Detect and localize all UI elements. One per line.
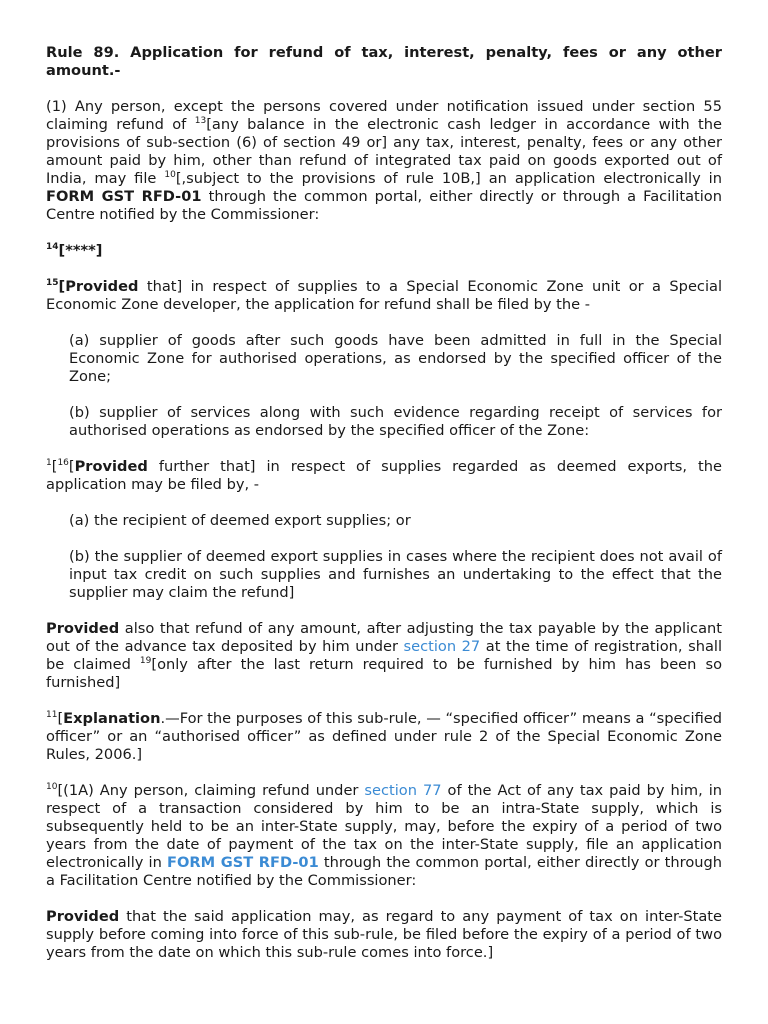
paragraph-final-proviso bbox=[46, 908, 722, 962]
p1-text-d: through the common portal, either directly or through a Facilitation Centre notified by the Commissioner: bbox=[46, 188, 722, 223]
provided-label: [Provided bbox=[58, 278, 139, 295]
p3-text: that] in respect of supplies to a Special Economic Zone unit or a Special Economic Zone developer, the application for refund shall be filed by the - bbox=[46, 278, 722, 313]
p1-text-b: [any balance in the electronic cash ledger in accordance with the provisions of sub-section (6) of section 49 or] any tax, interest, penalty, fees or any other amount paid by him, other than refund of integrated tax paid on goods exported out of India, may file bbox=[46, 116, 723, 187]
paragraph-sub-rule-1 bbox=[46, 98, 722, 224]
footnote-ref-1: 1 bbox=[46, 458, 52, 468]
footnote-ref-16: 16 bbox=[57, 458, 69, 468]
footnote-ref-11: 11 bbox=[46, 710, 58, 720]
footnote-ref-10: 10 bbox=[164, 170, 176, 180]
p11-text-b: of the Act of any tax paid by him, in respect of a transaction considered by him to be an intra-State supply, which is subsequently held to be an inter-State supply, may, before the expiry of a period of two years from the date of payment of the tax on the inter-State supply, file an application electronically in bbox=[46, 782, 722, 871]
footnote-ref-14: 14 bbox=[46, 242, 59, 252]
provided-label: Provided bbox=[74, 458, 148, 475]
explanation-label: Explanation bbox=[63, 710, 161, 727]
provided-label: Provided bbox=[46, 620, 120, 637]
section-77-link[interactable]: section 77 bbox=[364, 782, 442, 799]
form-gst-rfd-01-link[interactable]: FORM GST RFD-01 bbox=[167, 854, 319, 871]
rule-title: Rule 89. Application for refund of tax, interest, penalty, fees or any other amount.- bbox=[46, 44, 722, 79]
paragraph-sez-proviso bbox=[46, 278, 722, 314]
paragraph-sub-rule-1a bbox=[46, 782, 722, 890]
clause-b-supplier: (b) the supplier of deemed export supplies in cases where the recipient does not avail of input tax credit on such supplies and furnishes an undertaking to the effect that the supplier may claim the refund] bbox=[69, 548, 722, 601]
p6-bracket-b: [ bbox=[68, 458, 75, 475]
p9-text-a: also that refund of any amount, after adjusting the tax payable by the applicant out of the advance tax deposited by him under bbox=[46, 620, 722, 655]
section-27-link[interactable]: section 27 bbox=[403, 638, 481, 655]
clause-a-recipient: (a) the recipient of deemed export supplies; or bbox=[69, 512, 411, 529]
p10-bracket: [ bbox=[57, 710, 64, 727]
paragraph-advance-tax-proviso bbox=[46, 620, 722, 692]
p1-text-c: [,subject to the provisions of rule 10B,] an application electronically in bbox=[175, 170, 722, 187]
omitted-text: [****] bbox=[58, 242, 103, 259]
provided-label: Provided bbox=[46, 908, 120, 925]
p6-text: further that] in respect of supplies regarded as deemed exports, the application may be filed by, - bbox=[46, 458, 722, 493]
paragraph-explanation bbox=[46, 710, 722, 764]
footnote-ref-13: 13 bbox=[194, 116, 207, 126]
p6-bracket-a: [ bbox=[51, 458, 58, 475]
p11-text-c: through the common portal, either directly or through a Facilitation Centre notified by the Commissioner: bbox=[46, 854, 723, 889]
form-gst-rfd-01: FORM GST RFD-01 bbox=[46, 188, 202, 205]
paragraph-omitted bbox=[46, 242, 722, 260]
p11-text-a: [(1A) Any person, claiming refund under bbox=[57, 782, 365, 799]
footnote-ref-19: 19 bbox=[139, 656, 152, 666]
p10-text: .—For the purposes of this sub-rule, — “specified officer” means a “specified officer” or an “authorised officer” as defined under rule 2 of the Special Economic Zone Rules, 2006.] bbox=[46, 710, 722, 763]
p12-text: that the said application may, as regard to any payment of tax on inter-State supply before coming into force of this sub-rule, be filed before the expiry of a period of two years from the date on which this sub-rule comes into force.] bbox=[46, 908, 722, 961]
p9-text-b: at the time of registration, shall be claimed bbox=[46, 638, 722, 673]
clause-a-goods: (a) supplier of goods after such goods have been admitted in full in the Special Economic Zone for authorised operations, as endorsed by the specified officer of the Zone; bbox=[69, 332, 722, 385]
footnote-ref-15: 15 bbox=[46, 278, 59, 288]
clause-b-services: (b) supplier of services along with such evidence regarding receipt of services for authorised operations as endorsed by the specified officer of the Zone: bbox=[69, 404, 722, 439]
p9-text-c: [only after the last return required to be furnished by him has been so furnished] bbox=[46, 656, 723, 691]
footnote-ref-10: 10 bbox=[46, 782, 58, 792]
p1-text-a: (1) Any person, except the persons covered under notification issued under section 55 claiming refund of bbox=[46, 98, 722, 133]
paragraph-deemed-exports-proviso bbox=[46, 458, 722, 494]
